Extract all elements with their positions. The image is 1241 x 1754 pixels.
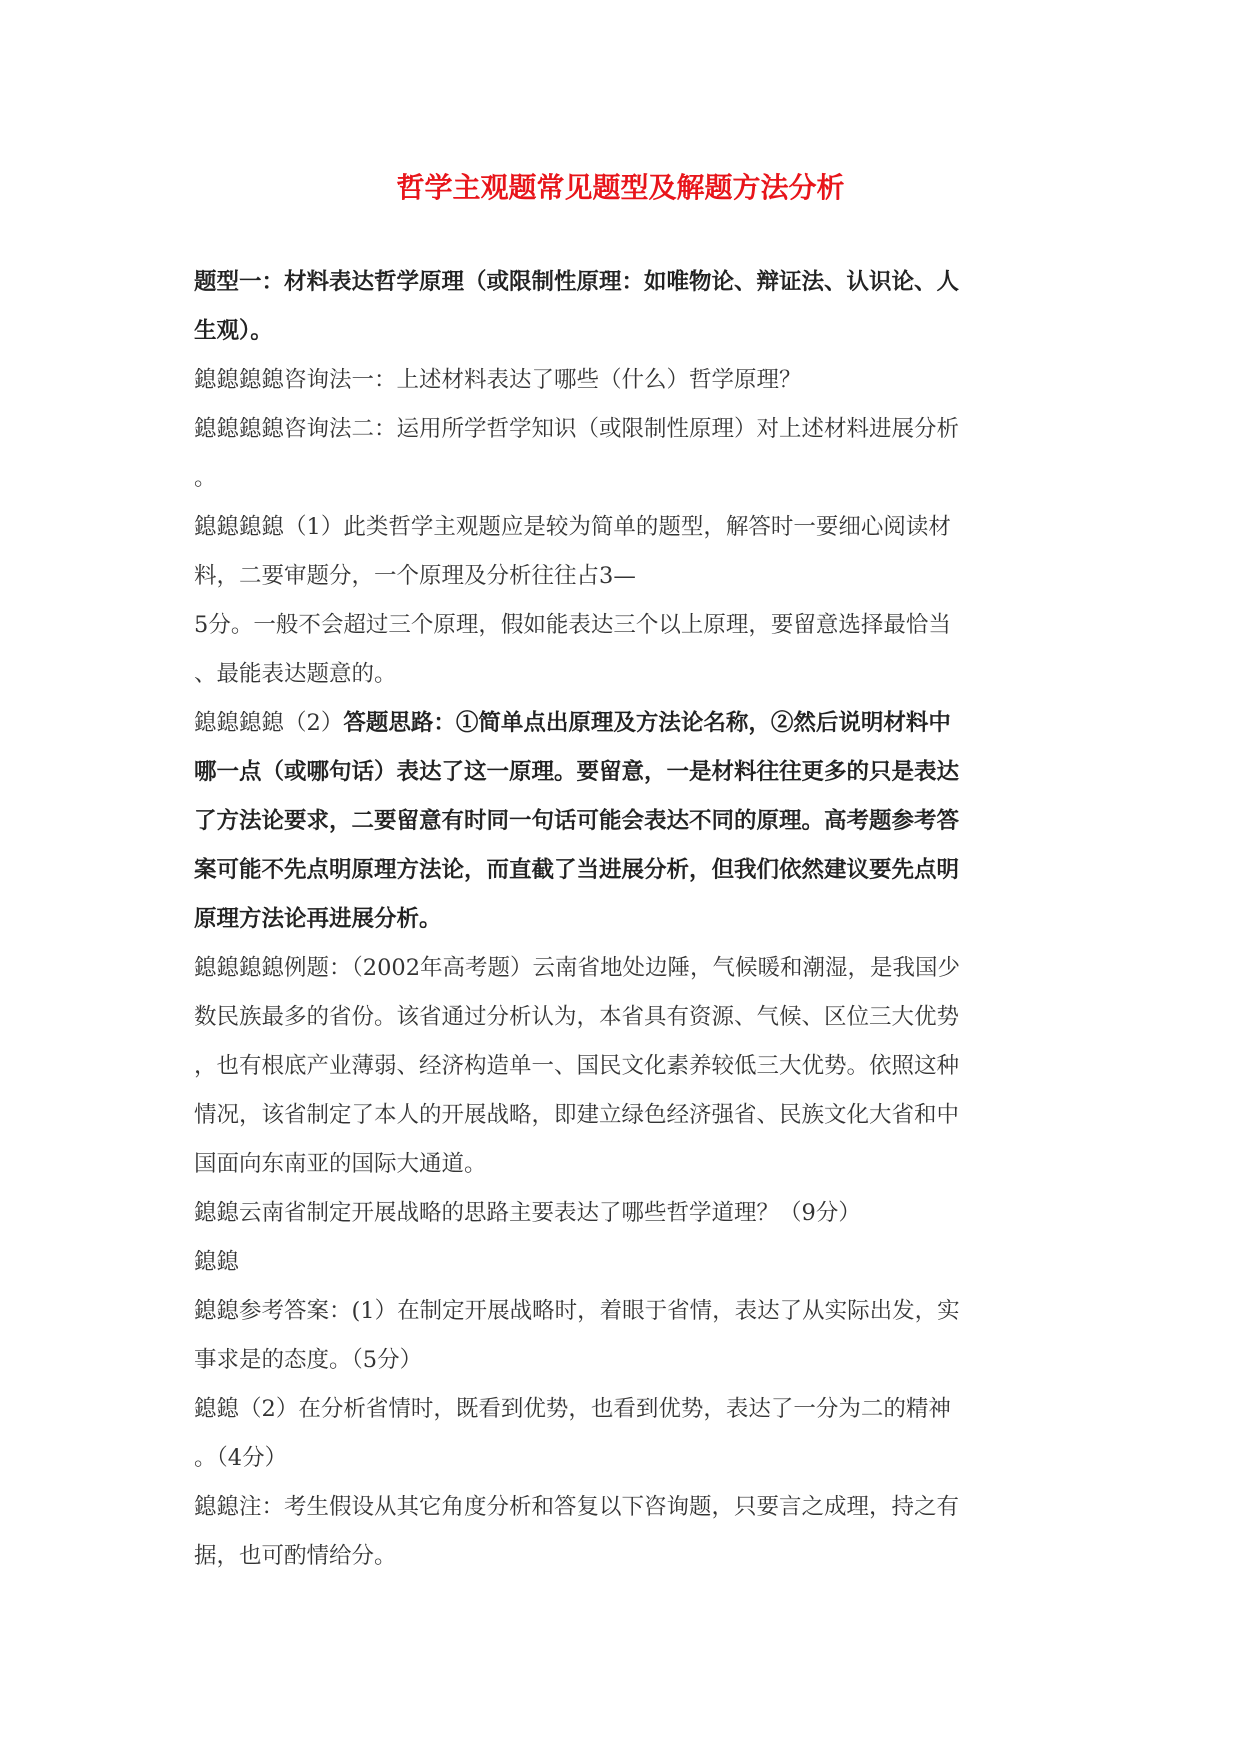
text-segment: 国面向东南亚的国际大通道。 <box>194 1151 487 1177</box>
text-segment: 鎴鎴鎴鎴咨询法一：上述材料表达了哪些（什么）哲学原理？ <box>194 367 802 393</box>
text-line <box>194 699 1074 748</box>
text-segment: 鎴鎴鎴鎴咨询法二：运用所学哲学知识（或限制性原理）对上述材料进展分析 <box>194 416 960 442</box>
text-line <box>194 1140 1074 1189</box>
text-line <box>194 356 1074 405</box>
text-line <box>194 1336 1074 1385</box>
text-line <box>194 1091 1074 1140</box>
text-segment: 。（4分） <box>194 1445 288 1471</box>
text-line <box>194 307 1074 356</box>
text-segment: 料，二要审题分，一个原理及分析往往占3— <box>194 563 636 589</box>
text-line <box>194 650 1074 699</box>
text-line <box>194 944 1074 993</box>
bold-text-segment: 题型一：材料表达哲学原理（或限制性原理：如唯物论、辩证法、认识论、人 <box>194 269 960 295</box>
text-segment: 事求是的态度。（5分） <box>194 1347 423 1373</box>
text-line <box>194 993 1074 1042</box>
text-segment: 鎴鎴参考答案：(1）在制定开展战略时，着眼于省情，表达了从实际出发，实 <box>194 1298 960 1324</box>
text-line <box>194 1532 1074 1581</box>
text-line <box>194 797 1074 846</box>
bold-text-segment: 答题思路：①简单点出原理及方法论名称，②然后说明材料中 <box>343 710 951 736</box>
text-line <box>194 454 1074 503</box>
text-segment: 鎴鎴云南省制定开展战略的思路主要表达了哪些哲学道理？（9分） <box>194 1200 861 1226</box>
text-segment: 鎴鎴鎴鎴例题：（2002年高考题）云南省地处边陲，气候暖和潮湿，是我国少 <box>194 955 961 981</box>
text-line <box>194 552 1074 601</box>
text-segment: 据，也可酌情给分。 <box>194 1543 397 1569</box>
text-segment: 数民族最多的省份。该省通过分析认为，本省具有资源、气候、区位三大优势 <box>194 1004 960 1030</box>
text-line <box>194 1238 1074 1287</box>
bold-text-segment: 原理方法论再进展分析。 <box>194 906 442 932</box>
text-line <box>194 258 1074 307</box>
text-line <box>194 1434 1074 1483</box>
bold-text-segment: 了方法论要求，二要留意有时同一句话可能会表达不同的原理。高考题参考答 <box>194 808 960 834</box>
bold-text-segment: 生观）。 <box>194 318 273 344</box>
text-line <box>194 1385 1074 1434</box>
text-segment: 情况，该省制定了本人的开展战略，即建立绿色经济强省、民族文化大省和中 <box>194 1102 960 1128</box>
text-segment: 鎴鎴注：考生假设从其它角度分析和答复以下咨询题，只要言之成理，持之有 <box>194 1494 960 1520</box>
document-body <box>194 258 1074 1581</box>
text-line <box>194 1483 1074 1532</box>
text-segment: 5分。一般不会超过三个原理，假如能表达三个以上原理，要留意选择最恰当 <box>194 612 951 638</box>
text-line <box>194 405 1074 454</box>
text-segment: 鎴鎴 <box>194 1249 240 1275</box>
text-segment: 、最能表达题意的。 <box>194 661 397 687</box>
text-line <box>194 1042 1074 1091</box>
text-line <box>194 895 1074 944</box>
page-title: 哲学主观题常见题型及解题方法分析 <box>396 171 845 204</box>
text-line <box>194 1287 1074 1336</box>
text-line <box>194 601 1074 650</box>
text-segment: 。 <box>194 465 217 491</box>
text-segment: 鎴鎴鎴鎴（2） <box>194 710 344 736</box>
text-segment: 鎴鎴（2）在分析省情时，既看到优势，也看到优势，表达了一分为二的精神 <box>194 1396 951 1422</box>
bold-text-segment: 案可能不先点明原理方法论，而直截了当进展分析，但我们依然建议要先点明 <box>194 857 960 883</box>
text-line <box>194 846 1074 895</box>
text-segment: ，也有根底产业薄弱、经济构造单一、国民文化素养较低三大优势。依照这种 <box>194 1053 960 1079</box>
text-line <box>194 1189 1074 1238</box>
bold-text-segment: 哪一点（或哪句话）表达了这一原理。要留意，一是材料往往更多的只是表达 <box>194 759 960 785</box>
text-segment: 鎴鎴鎴鎴（1）此类哲学主观题应是较为简单的题型，解答时一要细心阅读材 <box>194 514 951 540</box>
text-line <box>194 503 1074 552</box>
text-line <box>194 748 1074 797</box>
